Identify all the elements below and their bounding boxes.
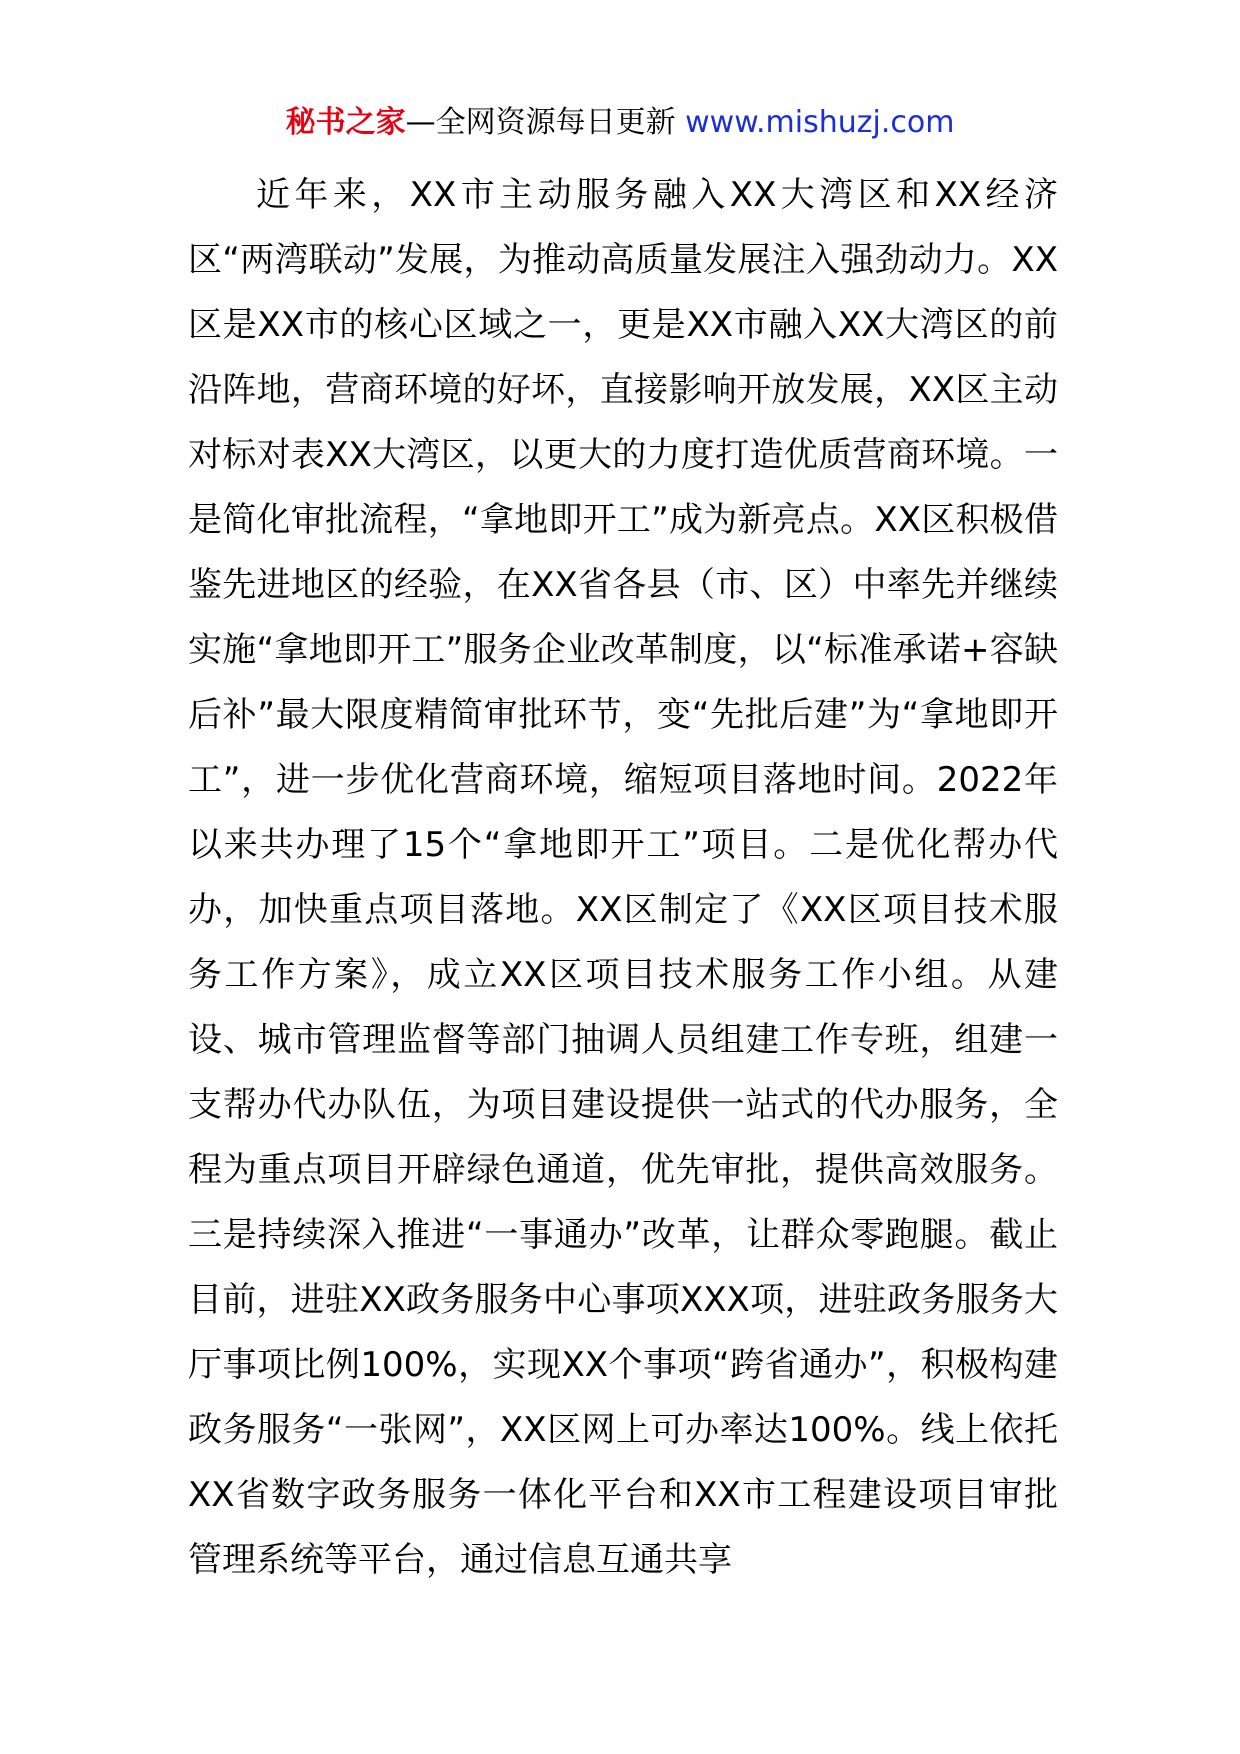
body-paragraph: 近年来，XX市主动服务融入XX大湾区和XX经济区“两湾联动”发展，为推动高质量发展注入强劲动力。XX区是XX市的核心区域之一，更是XX市融入XX大湾区的前沿阵地，营商环境的好坏，直接影响开放发展，XX区主动对标对表XX大湾区，以更大的力度打造优质营商环境。一是简化审批流程，“拿地即开工”成为新亮点。XX区积极借鉴先进地区的经验，在XX省各县（市、区）中率先并继续实施“拿地即开工”服务企业改革制度，以“标准承诺+容缺后补”最大限度精简审批环节，变“先批后建”为“拿地即开工”，进一步优化营商环境，缩短项目落地时间。2022年以来共办理了15个“拿地即开工”项目。二是优化帮办代办，加快重点项目落地。XX区制定了《XX区项目技术服务工作方案》，成立XX区项目技术服务工作小组。从建设、城市管理监督等部门抽调人员组建工作专班，组建一支帮办代办队伍，为项目建设提供一站式的代办服务，全程为重点项目开辟绿色通道，优先审批，提供高效服务。三是持续深入推进“一事通办”改革，让群众零跑腿。截止目前，进驻XX政务服务中心事项XXX项，进驻政务服务大厅事项比例100%，实现XX个事项“跨省通办”，积极构建政务服务“一张网”，XX区网上可办率达100%。线上依托XX省数字政务服务一体化平台和XX市工程建设项目审批管理系统等平台，通过信息互通共享 (188, 175, 1058, 1580)
brand-name: 秘书之家 (285, 105, 406, 140)
watermark-header (0, 100, 1240, 146)
header-url: www.mishuzj.com (685, 105, 955, 140)
header-tagline: —全网资源每日更新 (405, 105, 686, 140)
